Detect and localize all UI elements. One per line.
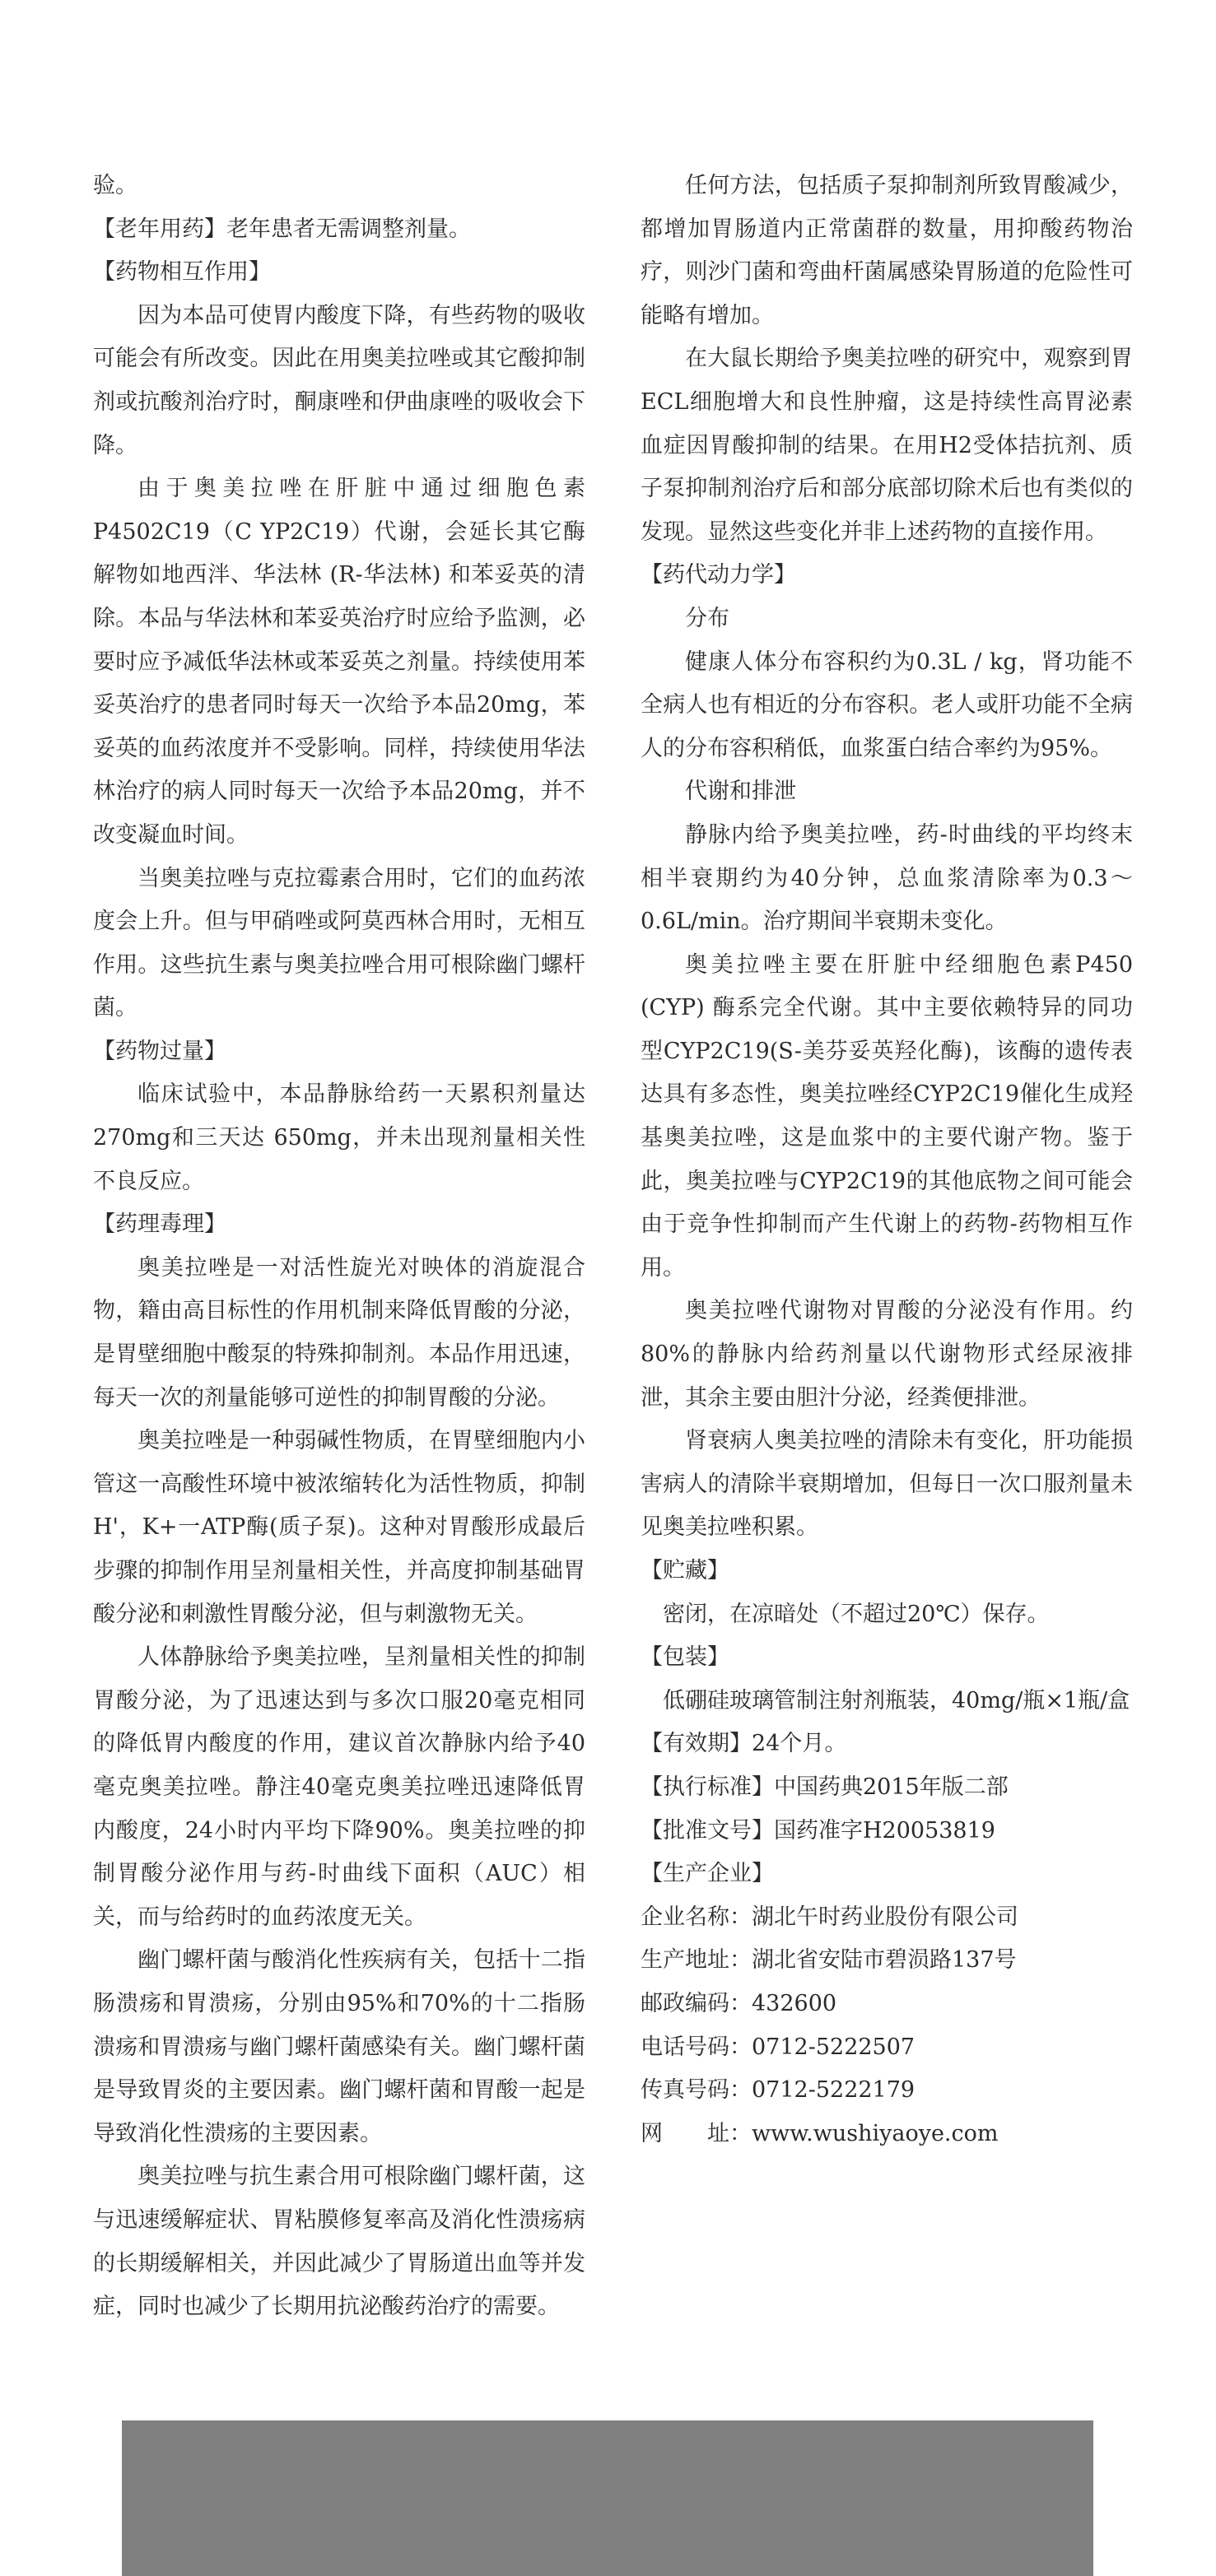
section-heading: 【药理毒理】 xyxy=(93,1211,226,1238)
paragraph: 奥美拉唑是一种弱碱性物质，在胃壁细胞内小管这一高酸性环境中被浓缩转化为活性物质，抑制H'，K+一ATP酶(质子泵)。这种对胃酸形成最后步骤的抑制作用呈剂量相关性，并高度抑制基础胃酸分泌和刺激性胃酸分泌，但与刺激物无关。 xyxy=(93,1428,585,1627)
left-column xyxy=(93,165,585,2329)
paragraph: 低硼硅玻璃管制注射剂瓶装，40mg/瓶×1瓶/盒 xyxy=(663,1687,1130,1713)
paragraph: 幽门螺杆菌与酸消化性疾病有关，包括十二指肠溃疡和胃溃疡，分别由95%和70%的十二指肠溃疡和胃溃疡与幽门螺杆菌感染有关。幽门螺杆菌是导致胃炎的主要因素。幽门螺杆菌和胃酸一起是导致消化性溃疡的主要因素。 xyxy=(93,1947,585,2146)
section-heading: 【贮藏】 xyxy=(641,1558,729,1583)
paragraph: 由于奥美拉唑在肝脏中通过细胞色素P4502C19（C YP2C19）代谢，会延长其它酶解物如地西泮、华法林 (R-华法林) 和苯妥英的清除。本品与华法林和苯妥英治疗时应给予监测，必要时应予减低华法林或苯妥英之剂量。持续使用苯妥英治疗的患者同时每天一次给予本品20mg，苯妥英的血药浓度并不受影响。同样，持续使用华法林治疗的病人同时每天一次给予本品20mg，并不改变凝血时间。 xyxy=(93,476,585,848)
section-heading: 【生产企业】 xyxy=(641,1861,774,1887)
right-column xyxy=(641,165,1133,2155)
paragraph: 【老年用药】老年患者无需调整剂量。 xyxy=(93,216,471,242)
info-line: 邮政编码：432600 xyxy=(641,1990,837,2016)
section-heading: 【有效期】24个月。 xyxy=(641,1731,847,1757)
paragraph: 临床试验中，本品静脉给药一天累积剂量达 270mg和三天达 650mg，并未出现剂量相关性不良反应。 xyxy=(93,1081,585,1194)
subsection-heading: 分布 xyxy=(685,605,729,631)
section-heading: 【批准文号】国药准字H20053819 xyxy=(641,1817,995,1844)
info-line: 生产地址：湖北省安陆市碧涢路137号 xyxy=(641,1947,1017,1974)
info-line: 企业名称：湖北午时药业股份有限公司 xyxy=(641,1904,1018,1930)
paragraph: 奥美拉唑主要在肝脏中经细胞色素P450 (CYP) 酶系完全代谢。其中主要依赖特异的同功型CYP2C19(S-美芬妥英羟化酶)，该酶的遗传表达具有多态性，奥美拉唑经CYP2C19催化生成羟基奥美拉唑，这是血浆中的主要代谢产物。鉴于此，奥美拉唑与CYP2C19的其他底物之间可能会由于竞争性抑制而产生代谢上的药物-药物相互作用。 xyxy=(641,951,1133,1281)
section-heading: 【药代动力学】 xyxy=(641,562,796,588)
paragraph: 人体静脉给予奥美拉唑，呈剂量相关性的抑制胃酸分泌，为了迅速达到与多次口服20毫克相同的降低胃内酸度的作用，建议首次静脉内给予40毫克奥美拉唑。静注40毫克奥美拉唑迅速降低胃内酸度，24小时内平均下降90%。奥美拉唑的抑制胃酸分泌作用与药-时曲线下面积（AUC）相关，而与给药时的血药浓度无关。 xyxy=(93,1644,585,1930)
section-heading: 【药物相互作用】 xyxy=(93,259,271,286)
paragraph: 在大鼠长期给予奥美拉唑的研究中，观察到胃ECL细胞增大和良性肿瘤，这是持续性高胃泌素血症因胃酸抑制的结果。在用H2受体拮抗剂、质子泵抑制剂治疗后和部分底部切除术后也有类似的发现。显然这些变化并非上述药物的直接作用。 xyxy=(641,346,1133,545)
paragraph: 健康人体分布容积约为0.3L / kg，肾功能不全病人也有相近的分布容积。老人或肝功能不全病人的分布容积稍低，血浆蛋白结合率约为95%。 xyxy=(641,649,1133,761)
paragraph: 奥美拉唑是一对活性旋光对映体的消旋混合物，籍由高目标性的作用机制来降低胃酸的分泌，是胃壁细胞中酸泵的特殊抑制剂。本品作用迅速，每天一次的剂量能够可逆性的抑制胃酸的分泌。 xyxy=(93,1254,585,1411)
paragraph: 验。 xyxy=(93,173,137,198)
paragraph: 当奥美拉唑与克拉霉素合用时，它们的血药浓度会上升。但与甲硝唑或阿莫西林合用时，无相互作用。这些抗生素与奥美拉唑合用可根除幽门螺杆菌。 xyxy=(93,865,585,1021)
paragraph: 肾衰病人奥美拉唑的清除未有变化，肝功能损害病人的清除半衰期增加，但每日一次口服剂量未见奥美拉唑积累。 xyxy=(641,1428,1133,1541)
subsection-heading: 代谢和排泄 xyxy=(685,779,796,805)
paragraph: 密闭，在凉暗处（不超过20℃）保存。 xyxy=(663,1601,1050,1627)
paragraph: 任何方法，包括质子泵抑制剂所致胃酸减少，都增加胃肠道内正常菌群的数量，用抑酸药物治疗，则沙门菌和弯曲杆菌属感染胃肠道的危险性可能略有增加。 xyxy=(641,173,1133,328)
info-line: 网 址：www.wushiyaoye.com xyxy=(641,2120,999,2146)
section-heading: 【包装】 xyxy=(641,1644,729,1671)
section-heading: 【药物过量】 xyxy=(93,1038,226,1064)
info-line: 传真号码：0712-5222179 xyxy=(641,2077,915,2104)
paragraph: 奥美拉唑与抗生素合用可根除幽门螺杆菌，这与迅速缓解症状、胃粘膜修复率高及消化性溃疡病的长期缓解相关，并因此减少了胃肠道出血等并发症，同时也减少了长期用抗泌酸药治疗的需要。 xyxy=(93,2164,585,2320)
info-line: 电话号码：0712-5222507 xyxy=(641,2034,915,2060)
paragraph: 奥美拉唑代谢物对胃酸的分泌没有作用。约80%的静脉内给药剂量以代谢物形式经尿液排泄，其余主要由胆汁分泌，经粪便排泄。 xyxy=(641,1298,1133,1411)
paragraph: 静脉内给予奥美拉唑，药-时曲线的平均终末相半衰期约为40分钟，总血浆清除率为0.3～0.6L/min。治疗期间半衰期未变化。 xyxy=(641,821,1133,935)
footer-bar xyxy=(122,2420,1093,2576)
paragraph: 因为本品可使胃内酸度下降，有些药物的吸收可能会有所改变。因此在用奥美拉唑或其它酸抑制剂或抗酸剂治疗时，酮康唑和伊曲康唑的吸收会下降。 xyxy=(93,302,585,458)
section-heading: 【执行标准】中国药典2015年版二部 xyxy=(641,1774,1009,1800)
